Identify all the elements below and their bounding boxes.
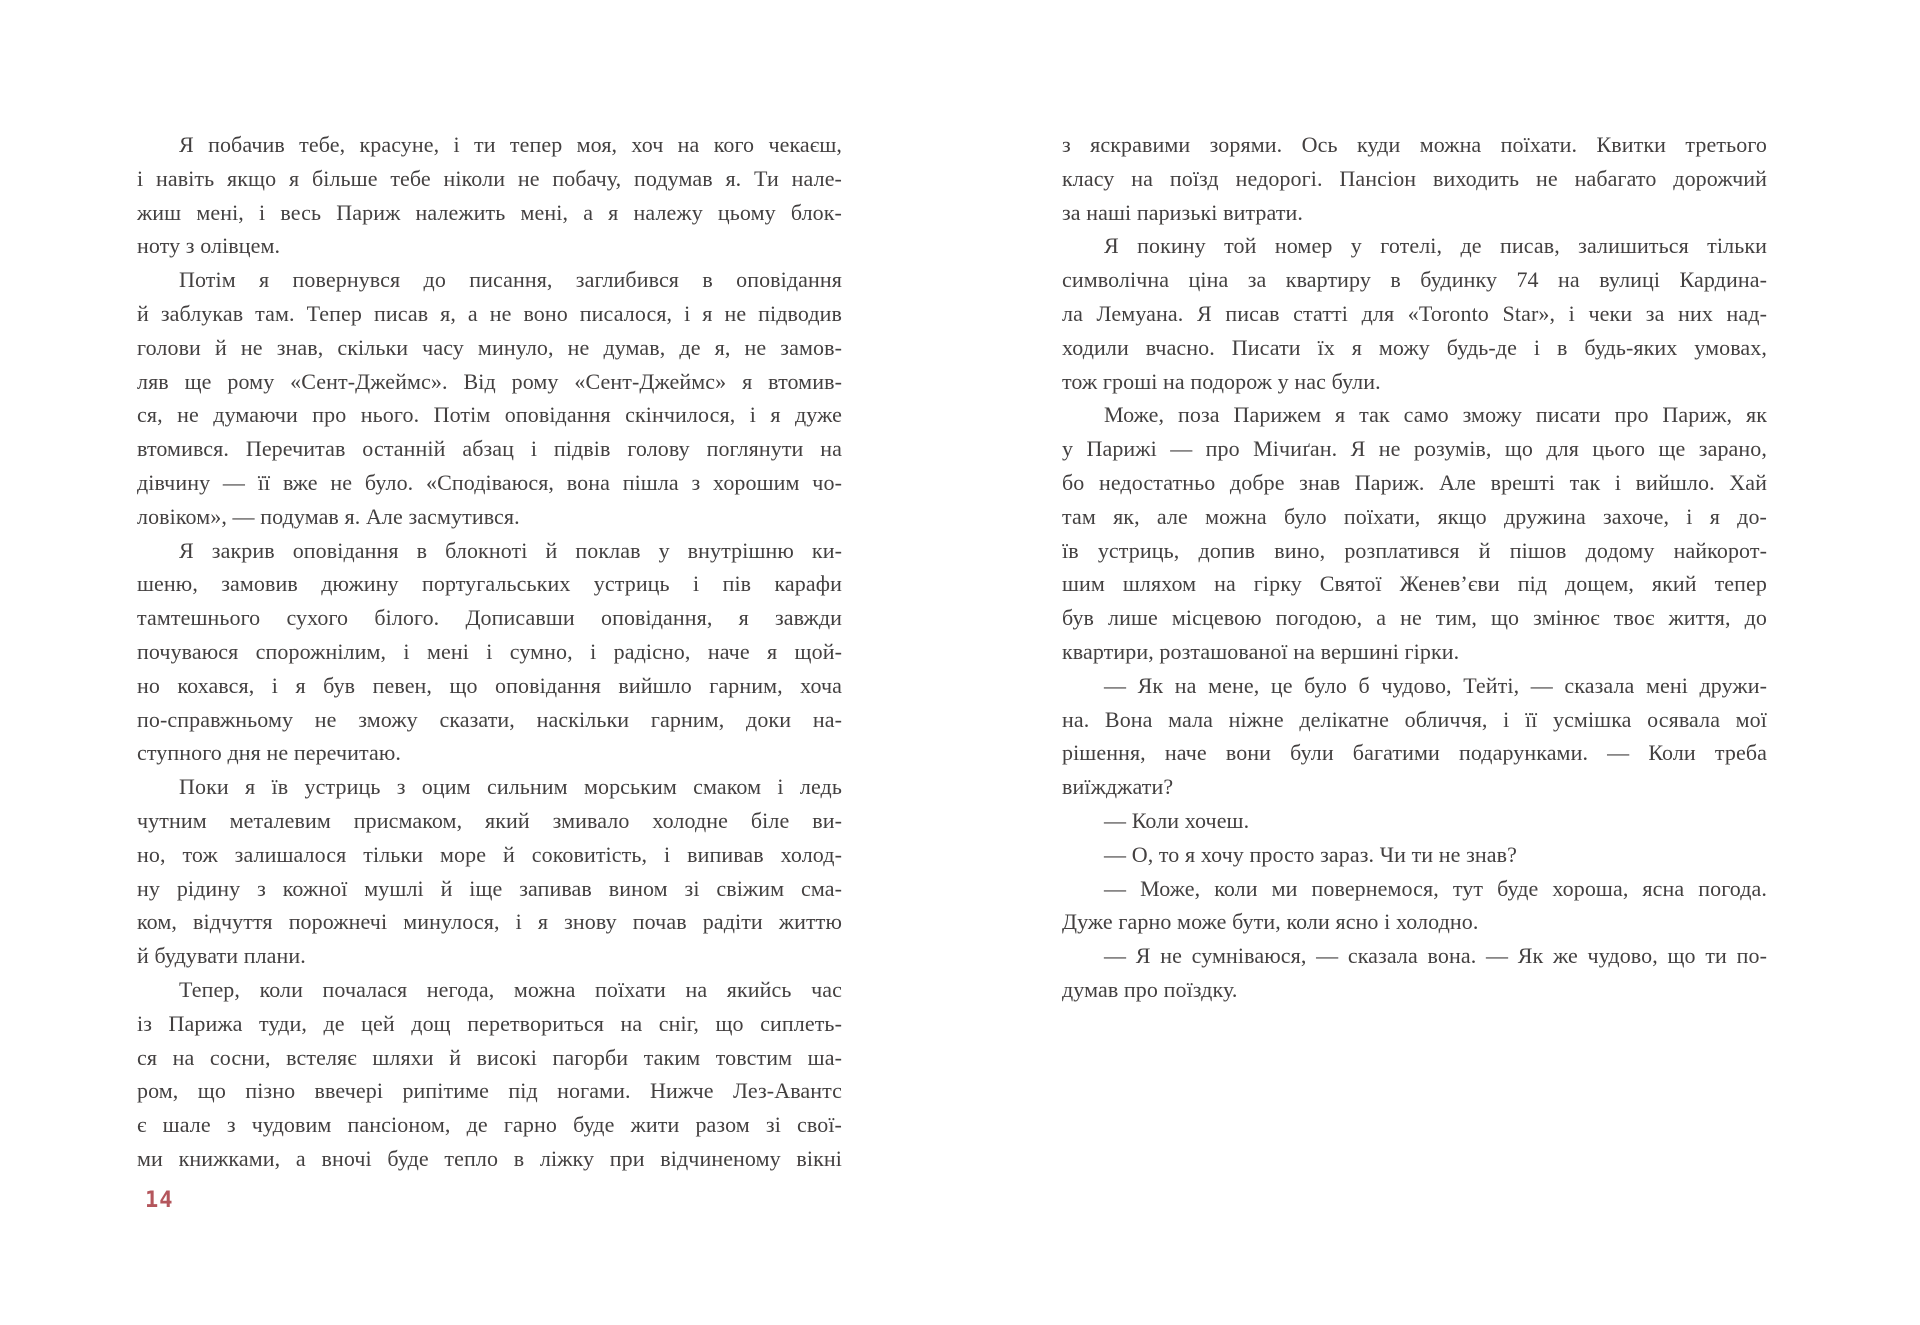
text-line: на. Вона мала ніжне делікатне обличчя, і її усмішка осявала мої	[1062, 706, 1767, 732]
text-line: тамтешнього сухого білого. Дописавши оповідання, я завжди	[137, 605, 842, 631]
left-page-text-column	[137, 128, 842, 1176]
text-line: жиш мені, і весь Париж належить мені, а я належу цьому блок-	[137, 199, 842, 225]
text-line: — Може, коли ми повернемося, тут буде хороша, ясна погода.	[1104, 875, 1767, 901]
text-line: ком, відчуття порожнечі минулося, і я знову почав радіти життю	[137, 909, 842, 935]
text-line: Я покину той номер у готелі, де писав, залишиться тільки	[1104, 233, 1767, 259]
text-line: Поки я їв устриць з оцим сильним морським смаком і ледь	[179, 774, 842, 800]
text-line: голови й не знав, скільки часу минуло, не думав, де я, не замов-	[137, 334, 842, 360]
text-line: й будувати плани.	[137, 943, 306, 969]
text-line: но кохався, і я був певен, що оповідання вийшло гарним, хоча	[137, 672, 842, 698]
text-line: там як, але можна було поїхати, якщо дружина захоче, і я до-	[1062, 503, 1767, 529]
text-line: з яскравими зорями. Ось куди можна поїхати. Квитки третього	[1062, 132, 1767, 157]
text-line: ноту з олівцем.	[137, 233, 281, 259]
text-line: квартири, розташованої на вершині гірки.	[1062, 638, 1460, 664]
text-line: втомився. Перечитав останній абзац і підвів голову поглянути на	[137, 436, 842, 462]
text-line: за наші паризькі витрати.	[1062, 199, 1304, 225]
text-line: ляв ще рому «Сент-Джеймс». Від рому «Сент-Джеймс» я втомив-	[137, 368, 842, 394]
text-line: шеню, замовив дюжину португальських устриць і пів карафи	[137, 571, 842, 597]
text-line: Я побачив тебе, красуне, і ти тепер моя, хоч на кого чекаєш,	[179, 132, 842, 157]
text-line: й заблукав там. Тепер писав я, а не воно писалося, і я не підводив	[137, 300, 842, 326]
text-line: — Я не сумніваюся, — сказала вона. — Як же чудово, що ти по-	[1104, 943, 1767, 969]
text-line: ну рідину з кожної мушлі й іще запивав вином зі свіжим сма-	[137, 875, 842, 901]
text-line: бо недостатньо добре знав Париж. Але врешті так і вийшло. Хай	[1062, 469, 1767, 495]
right-page-text-column	[1062, 128, 1767, 1007]
text-line: ром, що пізно ввечері рипітиме під ногами. Нижче Лез-Авантс	[137, 1078, 842, 1104]
text-line: у Парижі — про Мічиґан. Я не розумів, що для цього ще зарано,	[1062, 436, 1767, 462]
text-line: чутним металевим присмаком, який змивало холодне біле ви-	[137, 807, 842, 833]
text-line: ла Лемуана. Я писав статті для «Toronto Star», і чеки за них над-	[1062, 300, 1767, 326]
text-line: — Коли хочеш.	[1104, 807, 1250, 833]
text-line: — О, то я хочу просто зараз. Чи ти не знав?	[1104, 841, 1517, 867]
text-line: шим шляхом на гірку Святої Женев’єви під дощем, який тепер	[1062, 571, 1767, 597]
text-line: ловіком», — подумав я. Але засмутився.	[137, 503, 520, 529]
text-line: Може, поза Парижем я так само зможу писати про Париж, як	[1104, 402, 1767, 428]
text-line: — Як на мене, це було б чудово, Тейті, — сказала мені дружи-	[1104, 672, 1767, 698]
text-line: їв устриць, допив вино, розплатився й пішов додому найкорот-	[1062, 537, 1767, 563]
text-line: рішення, наче вони були багатими подарунками. — Коли треба	[1062, 740, 1767, 766]
text-line: Тепер, коли почалася негода, можна поїхати на якийсь час	[179, 976, 842, 1002]
text-line: виїжджати?	[1062, 774, 1174, 800]
text-line: Я закрив оповідання в блокноті й поклав у внутрішню ки-	[179, 537, 842, 563]
text-line: класу на поїзд недорогі. Пансіон виходить не набагато дорожчий	[1062, 165, 1767, 191]
text-line: був лише місцевою погодою, а не тим, що змінює твоє життя, до	[1062, 605, 1767, 631]
text-line: символічна ціна за квартиру в будинку 74 на вулиці Кардина-	[1062, 267, 1767, 293]
text-line: по-справжньому не зможу сказати, наскільки гарним, доки на-	[137, 706, 842, 732]
text-line: ступного дня не перечитаю.	[137, 740, 402, 766]
text-line: дівчину — її вже не було. «Сподіваюся, вона пішла з хорошим чо-	[137, 469, 842, 495]
page-number: 14	[145, 1188, 174, 1213]
text-line: Потім я повернувся до писання, заглибився в оповідання	[179, 267, 842, 293]
text-line: тож гроші на подорож у нас були.	[1062, 368, 1381, 394]
text-line: є шале з чудовим пансіоном, де гарно буде жити разом зі свої-	[137, 1112, 842, 1138]
text-line: і навіть якщо я більше тебе ніколи не побачу, подумав я. Ти нале-	[137, 165, 842, 191]
text-line: ся на сосни, встеляє шляхи й високі пагорби таким товстим ша-	[137, 1044, 842, 1070]
text-line: но, тож залишалося тільки море й соковитість, і випивав холод-	[137, 841, 842, 867]
text-line: думав про поїздку.	[1062, 976, 1238, 1002]
text-line: із Парижа туди, де цей дощ перетвориться на сніг, що сиплеть-	[137, 1010, 842, 1036]
text-line: ходили вчасно. Писати їх я можу будь-де і в будь-яких умовах,	[1062, 334, 1767, 360]
text-line: почуваюся спорожнілим, і мені і сумно, і радісно, наче я щой-	[137, 638, 842, 664]
text-line: Дуже гарно може бути, коли ясно і холодно.	[1062, 909, 1479, 935]
text-line: ми книжками, а вночі буде тепло в ліжку при відчиненому вікні	[137, 1145, 842, 1171]
text-line: ся, не думаючи про нього. Потім оповідання скінчилося, і я дуже	[137, 402, 842, 428]
